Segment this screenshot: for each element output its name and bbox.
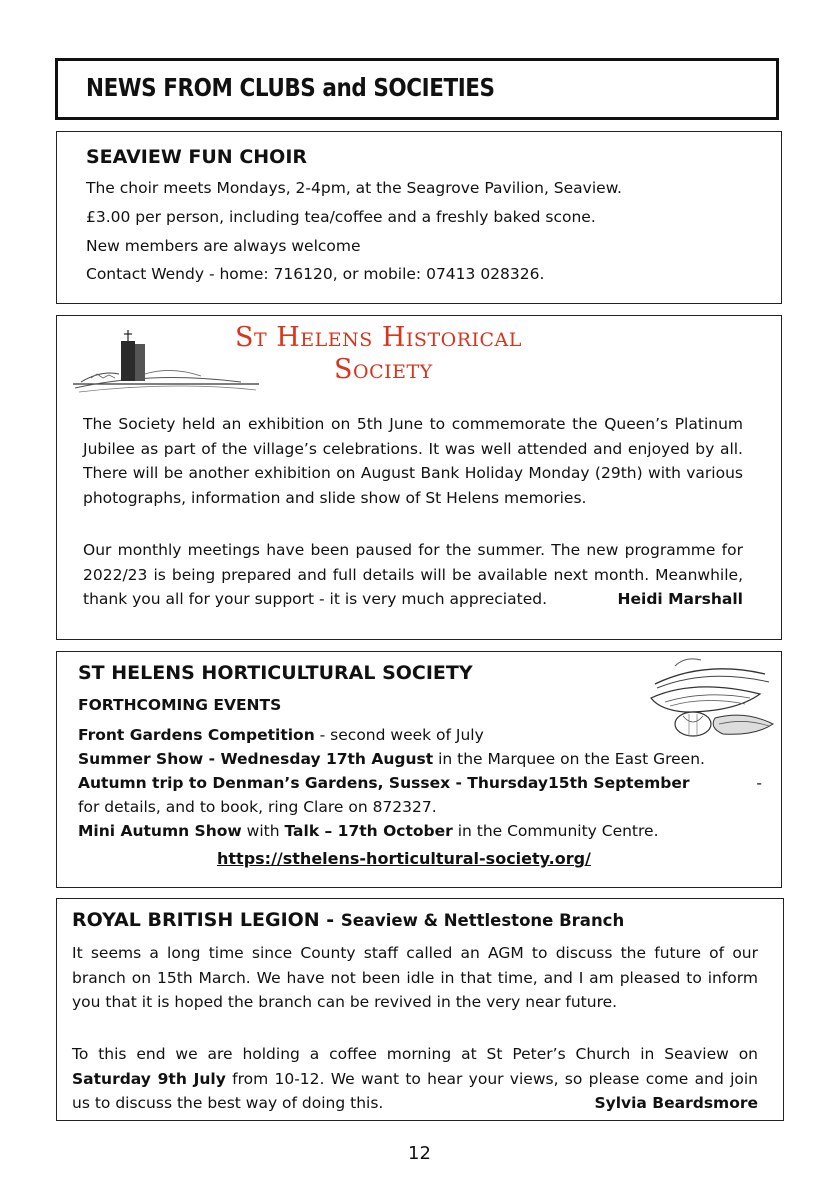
legion-title-main: ROYAL BRITISH LEGION - (72, 909, 341, 931)
event-line (78, 726, 484, 744)
event-title: Talk – 17th October (284, 822, 453, 840)
legion-signature: Sylvia Beardsmore (594, 1094, 758, 1112)
historical-box (56, 315, 782, 640)
choir-line: New members are always welcome (86, 237, 361, 255)
event-detail: in the Marquee on the East Green. (433, 750, 705, 768)
event-detail: - (756, 774, 762, 792)
section-header-box (55, 58, 779, 120)
event-detail: - second week of July (314, 726, 484, 744)
horticultural-title: ST HELENS HORTICULTURAL SOCIETY (78, 662, 473, 684)
choir-box (56, 131, 782, 304)
historical-title-line2: Society (334, 354, 433, 385)
event-line (78, 750, 705, 768)
event-line: for details, and to book, ring Clare on 872327. (78, 798, 437, 816)
legion-para2-start: To this end we are holding a coffee morning at St Peter’s Church in Seaview on (72, 1045, 758, 1063)
page-title: NEWS FROM CLUBS and SOCIETIES (86, 73, 495, 102)
legion-event-date: Saturday 9th July (72, 1069, 226, 1088)
choir-line: £3.00 per person, including tea/coffee and a freshly baked scone. (86, 208, 596, 226)
event-title: Front Gardens Competition (78, 726, 315, 744)
event-title: Mini Autumn Show (78, 822, 242, 840)
historical-paragraph (83, 412, 743, 510)
horticultural-website-link[interactable]: https://sthelens-horticultural-society.org/ (217, 849, 591, 868)
historical-paragraph (83, 538, 743, 612)
legion-title (72, 909, 624, 931)
legion-box (56, 898, 784, 1121)
church-sketch-image (71, 326, 261, 398)
event-line (78, 822, 659, 840)
historical-para1: The Society held an exhibition on 5th June to commemorate the Queen’s Platinum Jubilee as part of the village’s celebrations. It was well attended and enjoyed by all. There will be another exhibition on August Bank Holiday Monday (29th) with various photographs, information and slide show of St Helens memories. (83, 415, 743, 507)
event-detail: in the Community Centre. (452, 822, 659, 840)
page-number: 12 (408, 1143, 431, 1164)
legion-title-branch: Seaview & Nettlestone Branch (340, 911, 625, 930)
legion-paragraph (72, 941, 758, 1015)
vegetables-sketch-image (645, 654, 777, 740)
historical-title: St Helens Historical (235, 322, 522, 353)
choir-line: The choir meets Mondays, 2-4pm, at the Seagrove Pavilion, Seaview. (86, 179, 622, 197)
horticultural-subtitle: FORTHCOMING EVENTS (78, 696, 282, 714)
legion-para1: It seems a long time since County staff called an AGM to discuss the future of our branch on 15th March. We have not been idle in that time, and I am pleased to inform you that it is hoped the branch can be revived in the very near future. (72, 944, 758, 1011)
historical-para2: Our monthly meetings have been paused for the summer. The new programme for 2022/23 is being prepared and full details will be available next month. Meanwhile, thank you all for your support - it is very much appreciated. (83, 541, 743, 608)
event-detail: with (241, 822, 285, 840)
event-title: Autumn trip to Denman’s Gardens, Sussex - Thursday15th September (78, 774, 690, 792)
legion-para2-end: from 10-12. We want to hear your views, so please come and join us to discuss the best way of doing this. (72, 1069, 758, 1112)
choir-line: Contact Wendy - home: 716120, or mobile: 07413 028326. (86, 265, 545, 283)
historical-signature: Heidi Marshall (617, 590, 743, 608)
event-title: Summer Show - Wednesday 17th August (78, 750, 434, 768)
legion-paragraph (72, 1042, 758, 1116)
choir-title: SEAVIEW FUN CHOIR (86, 146, 308, 168)
event-line (78, 774, 762, 792)
horticultural-box (56, 651, 782, 888)
